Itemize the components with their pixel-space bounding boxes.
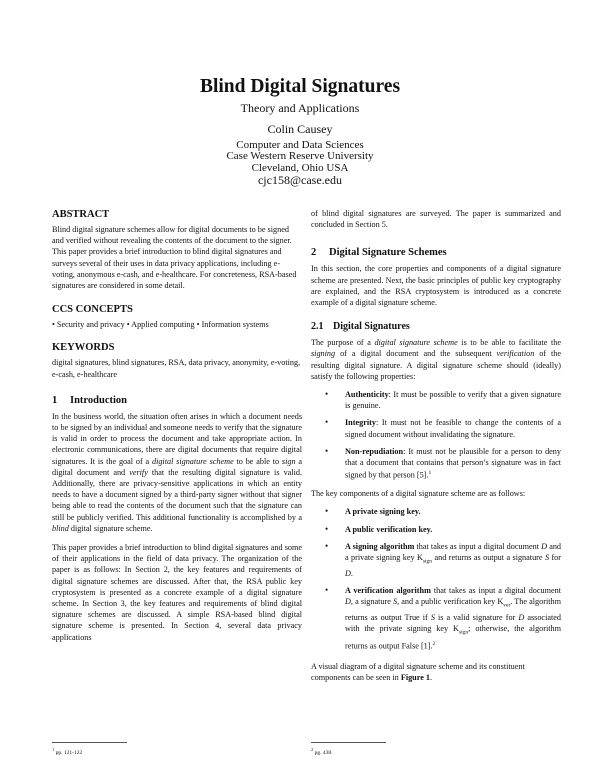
footnote-marker: 2: [432, 641, 436, 648]
math-var: D: [345, 597, 351, 607]
text-run: a digital document and: [52, 456, 302, 477]
left-column: [52, 208, 302, 643]
list-item: [325, 446, 561, 481]
properties-list: [311, 389, 561, 481]
list-item: [325, 417, 561, 439]
text-run: .: [430, 673, 433, 683]
italic-term: digital signature scheme: [151, 456, 234, 466]
section-paragraph: [311, 661, 561, 683]
footnote-text: pp. 121-122: [54, 749, 83, 756]
section-heading: [52, 394, 302, 407]
section-number: 1: [52, 394, 58, 406]
section-number: 2: [311, 247, 317, 259]
text-run: , a signature: [350, 597, 393, 607]
text-run: of a digital document and the subsequent: [335, 349, 497, 359]
author-block: [0, 124, 600, 187]
affiliation-line: Computer and Data Sciences: [236, 138, 364, 151]
text-run: and a private signing key K: [345, 541, 562, 562]
intro-paragraph: This paper provides a brief introduction to blind digital signatures and some of their applications in the field of data privacy. The organization of the paper is as follows: In Section 2, the key features and requirements of digital signature schemes are discussed. After that, the RSA public key cryptosystem is presented as a concrete example of a digital signature scheme. In Section 3, the key features and requirements of blind digital signature schemes are discussed. A simple RSA-based blind digital signature scheme is presented. In Section 4, several data privacy applications: [52, 543, 302, 642]
italic-term: digital signature scheme: [374, 338, 458, 348]
text-run: that takes as input a digital document: [414, 541, 542, 551]
property-term: Authenticity: [345, 390, 389, 400]
italic-term: verify: [129, 467, 148, 477]
italic-term: signing: [311, 349, 336, 359]
math-var: D: [345, 568, 351, 578]
components-list: [311, 506, 561, 652]
text-run: that takes as input a digital document: [430, 586, 561, 596]
property-text: : It must not be feasible to change the contents of a signed document without invalidating the signature.: [345, 418, 561, 439]
text-run: for: [549, 553, 561, 562]
text-run: , and a public verification key K: [397, 597, 504, 607]
section-title: Digital Signature Schemes: [329, 247, 447, 259]
text-run: is to be able to facilitate the: [457, 338, 562, 348]
list-item: [325, 506, 561, 517]
component-term: A public verification key.: [345, 524, 433, 534]
property-term: Integrity: [345, 418, 376, 428]
abstract-heading: ABSTRACT: [52, 209, 110, 220]
text-run: and returns as output a signature: [432, 553, 545, 562]
component-term: A signing algorithm: [345, 541, 415, 551]
text-run: A visual diagram of a digital signature scheme and its constituent components can be seen in: [311, 662, 525, 683]
footnote-number: 1: [52, 747, 55, 752]
section-paragraph: In this section, the core properties and components of a digital signature scheme are presented. Next, the basic principles of public key cryptography are explained, and the RSA cryptosystem is introduced as a concrete example of a digital signature scheme.: [311, 264, 561, 308]
italic-term: blind: [52, 523, 69, 533]
property-term: Non-repudiation: [345, 446, 404, 456]
math-var: S: [392, 597, 398, 607]
italic-term: verification: [496, 349, 535, 359]
paper-subtitle: Theory and Applications: [240, 101, 360, 115]
keywords-heading: KEYWORDS: [52, 342, 115, 354]
list-item: [325, 585, 561, 652]
list-item: [325, 389, 561, 411]
text-run: that the resulting digital signature is valid. Additionally, there are privacy-sensitive applications in which an entity needs to have a document signed by a third-party signer without that signer being able to read the contents of the document such that the signature can still be publicly verified. This additional functionality is accomplished by a: [52, 467, 302, 522]
paper-title: Blind Digital Signatures: [199, 76, 401, 97]
keywords-text: digital signatures, blind signatures, RSA, data privacy, anonymity, e-voting, e-cash, e-healthcare: [52, 358, 301, 379]
property-text: : It must be possible to verify that a given signature is genuine.: [345, 390, 561, 411]
ccs-text: • Security and privacy • Applied computing • Information systems: [52, 320, 269, 330]
property-text: : It must not be plausible for a person to deny that a document that contains that person’s signature was in fact signed by that person [5].: [345, 446, 561, 480]
footnote-rule: [52, 742, 127, 743]
section-paragraph: [311, 337, 561, 382]
text-run: . The algorithm returns as output True if: [345, 597, 561, 623]
affiliation-line: Cleveland, Ohio USA: [251, 161, 349, 174]
text-run: In the business world, the situation often arises in which a document needs to be signed by an individual and someone needs to verify that the signature is valid in order to process the document and take appropriate action. In electronic communications, there are digital documents that require digital signatures. It is the goal of a: [52, 411, 302, 466]
footnote: [52, 742, 302, 756]
footnote: [311, 742, 561, 756]
subsection-title: Digital Signatures: [333, 321, 410, 333]
footnote-marker: 1: [428, 470, 432, 477]
list-item: [325, 524, 561, 535]
text-run: associated with the private signing key K: [345, 613, 561, 634]
section-paragraph: The key components of a digital signature scheme are as follows:: [311, 489, 526, 499]
intro-paragraph: [52, 411, 302, 534]
math-var: D: [518, 613, 525, 623]
footnote-text: pg. 438.: [313, 749, 333, 756]
text-run: ; otherwise, the algorithm returns as output False [1].: [345, 624, 561, 651]
text-run: digital signature scheme.: [68, 523, 153, 533]
italic-term: sign: [281, 456, 296, 466]
text-run: .: [350, 568, 353, 578]
footnote-rule: [311, 742, 386, 743]
ccs-heading: CCS CONCEPTS: [52, 304, 133, 316]
subsection-number: 2.1: [311, 321, 324, 333]
text-run: to be able to: [233, 456, 282, 466]
author-name: Colin Causey: [267, 122, 333, 136]
text-run: The purpose of a: [311, 338, 375, 348]
math-subscript: ver: [503, 602, 511, 609]
section-title: Introduction: [70, 394, 127, 406]
text-run: is a valid signature for: [434, 613, 519, 623]
text-run: of the resulting digital signature. A digital signature scheme should (ideally) satisfy the following properties:: [311, 349, 562, 381]
figure-reference[interactable]: Figure 1: [400, 673, 430, 683]
affiliation-line: Case Western Reserve University: [226, 150, 374, 162]
math-var: S: [544, 553, 550, 562]
intro-paragraph-continued: of blind digital signatures are surveyed. The paper is summarized and concluded in Section 5.: [311, 209, 561, 230]
component-term: A private signing key.: [345, 507, 421, 517]
subsection-heading: [311, 320, 561, 333]
right-column: [311, 208, 561, 683]
abstract-text: Blind digital signature schemes allow for digital documents to be signed and verified without revealing the contents of the document to the signer. This paper provides a brief introduction to blind digital signatures and surveys several of their uses in data privacy applications, including e-voting, anonymous e-cash, and e-healthcare. For concreteness, RSA-based signatures are considered in some detail.: [52, 225, 297, 291]
math-var: D: [541, 541, 548, 551]
component-term: A verification algorithm: [345, 586, 431, 596]
footnote-number: 2: [311, 747, 314, 752]
math-subscript: sign: [422, 558, 433, 565]
list-item: [325, 541, 561, 579]
math-subscript: sign: [458, 629, 469, 636]
section-heading: [311, 246, 561, 259]
author-email: cjc158@case.edu: [257, 173, 342, 187]
math-var: S: [430, 613, 435, 623]
